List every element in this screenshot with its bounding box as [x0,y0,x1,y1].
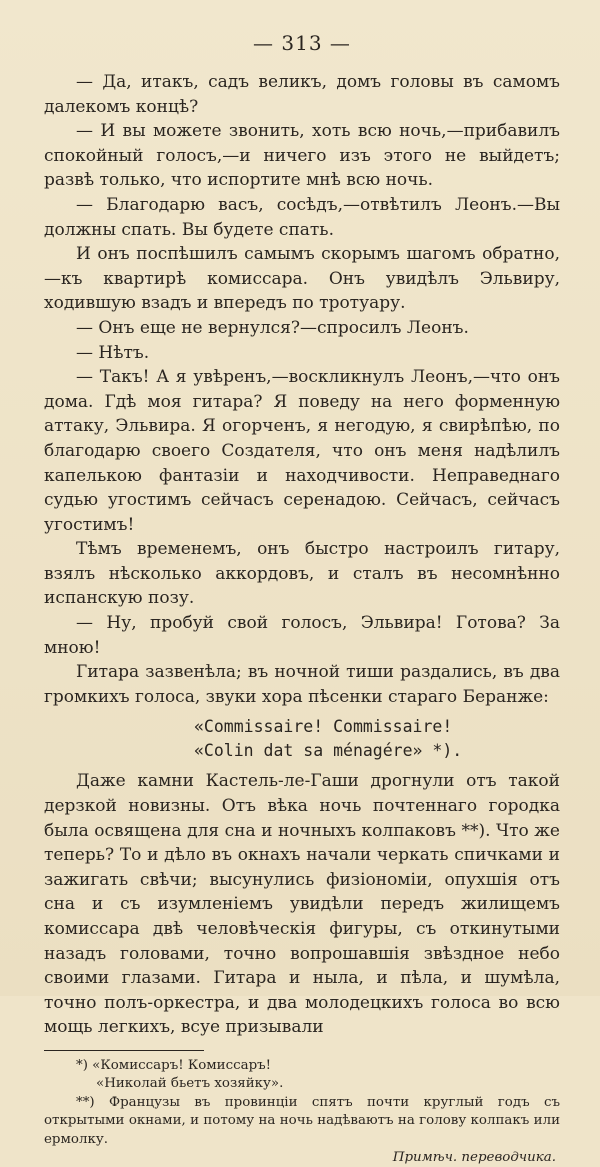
footnote-divider [44,1050,204,1051]
paragraph: — Такъ! А я увѣренъ,—воскликнулъ Леонъ,—что онъ дома. Гдѣ моя гитара? Я поведу на него форменную аттаку, Эльвира. Я огорченъ, я негодую, я свирѣпѣю, по благодарю своего Создателя, что онъ меня надѣлилъ капелькою фантазіи и находчивости. Неправеднаго судью угостимъ сейчасъ серенадою. Сейчасъ, сейчасъ угостимъ! [44,367,560,535]
verse-line: «Colin dat sa ménagére» *). [194,741,463,761]
song-verse [194,715,560,763]
paragraph: И онъ поспѣшилъ самымъ скорымъ шагомъ обратно,—къ квартирѣ комиссара. Онъ увидѣлъ Эльвиру, ходившую взадъ и впередъ по тротуару. [44,244,560,314]
paragraph: Тѣмъ временемъ, онъ быстро настроилъ гитару, взялъ нѣсколько аккордовъ, и сталъ въ несомнѣнно испанскую позу. [44,539,560,609]
paragraph: — Ну, пробуй свой голосъ, Эльвира! Готова? За мною! [44,613,560,658]
paragraph: — Благодарю васъ, сосѣдъ,—отвѣтилъ Леонъ.—Вы должны спать. Вы будете спать. [44,194,560,240]
page-number: — 313 — [253,31,351,55]
footnotes [44,1057,560,1167]
verse-line: «Commissaire! Commissaire! [194,717,453,737]
paragraph: Даже камни Кастель-ле-Гаши дрогнули отъ такой дерзкой новизны. Отъ вѣка ночь почтеннаго городка была освящена для сна и ночныхъ колпаковъ **). Что же теперь? То и дѣло въ окнахъ начали черкать спичками и зажигать свѣчи; высунулись физіономіи, опухшія отъ сна и съ изумленіемъ увидѣли передъ жилищемъ комиссара двѣ человѣческія фигуры, съ откинутыми назадъ головами, точно вопрошавшія звѣздное небо своими глазами. Гитара и ныла, и пѣла, и шумѣла, точно полъ-оркестра, и два молодецкихъ голоса во всю мощь легкихъ, всуе призывали [44,771,560,1038]
paragraph: Гитара зазвенѣла; въ ночной тиши раздались, въ два громкихъ голоса, звуки хора пѣсенки стараго Беранже: [44,662,560,707]
paragraph: — Онъ еще не вернулся?—спросилъ Леонъ. [76,317,469,338]
paragraph: — Нѣтъ. [76,342,150,363]
translator-note: Примѣч. переводчика. [392,1150,556,1165]
footnote-2: **) Французы въ провинціи спятъ почти круглый годъ съ открытыми окнами, и потому на ночь надѣваютъ на голову колпакъ или ермолку. [44,1094,560,1147]
footnote-1-line: «Николай бьетъ хозяйку». [96,1076,284,1092]
main-text [44,70,560,1040]
paragraph: — И вы можете звонить, хоть всю ночь,—прибавилъ спокойный голосъ,—и ничего изъ этого не выйдетъ; развѣ только, что испортите мнѣ всю ночь. [44,121,560,191]
footnote-1-line: *) «Комиссаръ! Комиссаръ! [76,1057,272,1073]
paragraph: — Да, итакъ, садъ великъ, домъ головы въ самомъ далекомъ концѣ? [44,72,560,117]
